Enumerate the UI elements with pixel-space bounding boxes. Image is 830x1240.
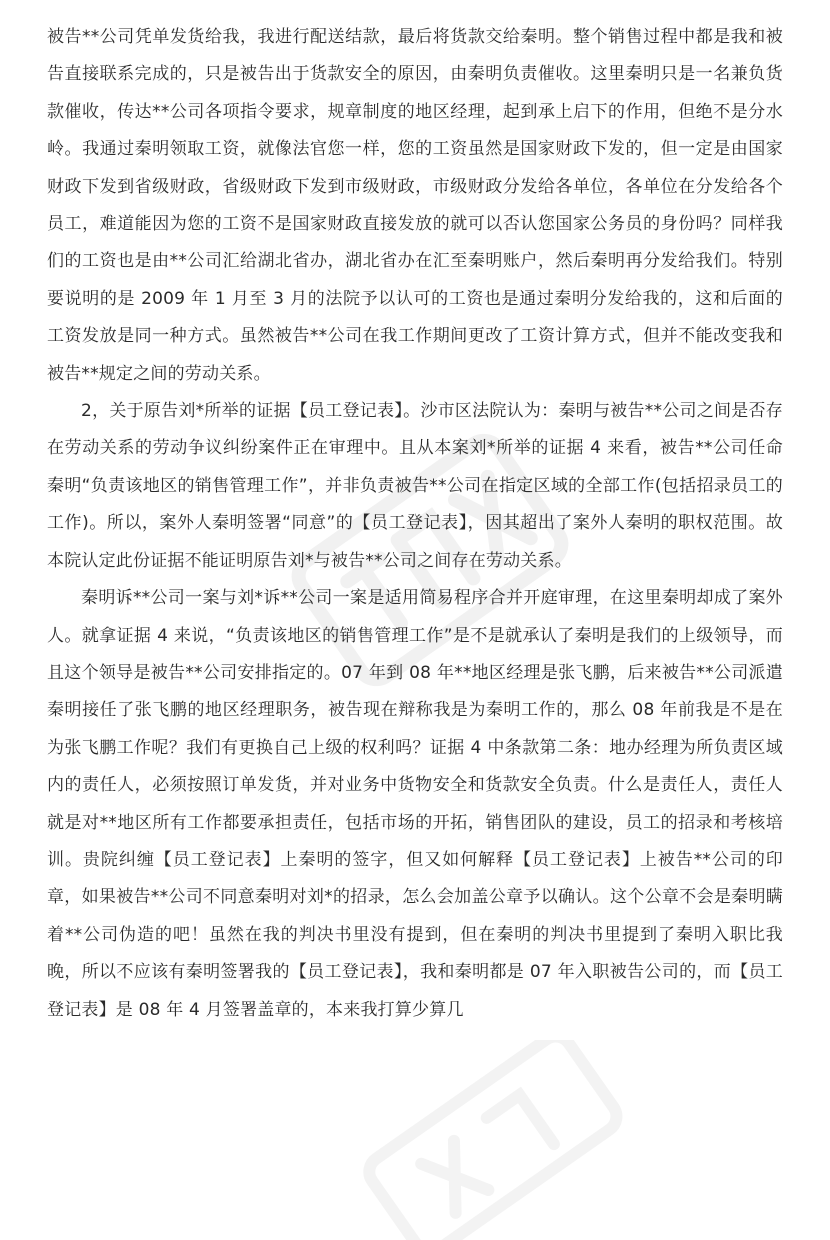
paragraph-2: 2，关于原告刘*所举的证据【员工登记表】。沙市区法院认为：秦明与被告**公司之间是否存在劳动关系的劳动争议纠纷案件正在审理中。且从本案刘*所举的证据 4 来看，被告**公司任命秦明“负责该地区的销售管理工作”，并非负责被告**公司在指定区域的全部工作(包括招录员工的工作)。所以，案外人秦明签署“同意”的【员工登记表】，因其超出了案外人秦明的职权范围。故本院认定此份证据不能证明原告刘*与被告**公司之间存在劳动关系。: [47, 401, 783, 571]
document-body: [47, 19, 783, 1029]
paragraph-1: 被告**公司凭单发货给我，我进行配送结款，最后将货款交给秦明。整个销售过程中都是我和被告直接联系完成的，只是被告出于货款安全的原因，由秦明负责催收。这里秦明只是一名兼负货款催收，传达**公司各项指令要求，规章制度的地区经理，起到承上启下的作用，但绝不是分水岭。我通过秦明领取工资，就像法官您一样，您的工资虽然是国家财政下发的，但一定是由国家财政下发到省级财政，省级财政下发到市级财政，市级财政分发给各单位，各单位在分发给各个员工，难道能因为您的工资不是国家财政直接发放的就可以否认您国家公务员的身份吗？同样我们的工资也是由**公司汇给湖北省办，湖北省办在汇至秦明账户，然后秦明再分发给我们。特别要说明的是 2009 年 1 月至 3 月的法院予以认可的工资也是通过秦明分发给我的，这和后面的工资发放是同一种方式。虽然被告**公司在我工作期间更改了工资计算方式，但并不能改变我和被告**规定之间的劳动关系。: [47, 27, 783, 384]
watermark-fragment-icon: [330, 1040, 650, 1240]
paragraph-3: 秦明诉**公司一案与刘*诉**公司一案是适用简易程序合并开庭审理，在这里秦明却成了案外人。就拿证据 4 来说，“负责该地区的销售管理工作”是不是就承认了秦明是我们的上级领导，而且这个领导是被告**公司安排指定的。07 年到 08 年**地区经理是张飞鹏，后来被告**公司派遣秦明接任了张飞鹏的地区经理职务，被告现在辩称我是为秦明工作的，那么 08 年前我是不是在为张飞鹏工作呢？我们有更换自己上级的权利吗？证据 4 中条款第二条：地办经理为所负责区域内的责任人，必须按照订单发货，并对业务中货物安全和货款安全负责。什么是责任人，责任人就是对**地区所有工作都要承担责任，包括市场的开拓，销售团队的建设，员工的招录和考核培训。贵院纠缠【员工登记表】上秦明的签字，但又如何解释【员工登记表】上被告**公司的印章，如果被告**公司不同意秦明对刘*的招录，怎么会加盖公章予以确认。这个公章不会是秦明瞒着**公司伪造的吧！虽然在我的判决书里没有提到，但在秦明的判决书里提到了秦明入职比我晚，所以不应该有秦明签署我的【员工登记表】，我和秦明都是 07 年入职被告公司的，而【员工登记表】是 08 年 4 月签署盖章的，本来我打算少算几: [47, 588, 783, 1020]
